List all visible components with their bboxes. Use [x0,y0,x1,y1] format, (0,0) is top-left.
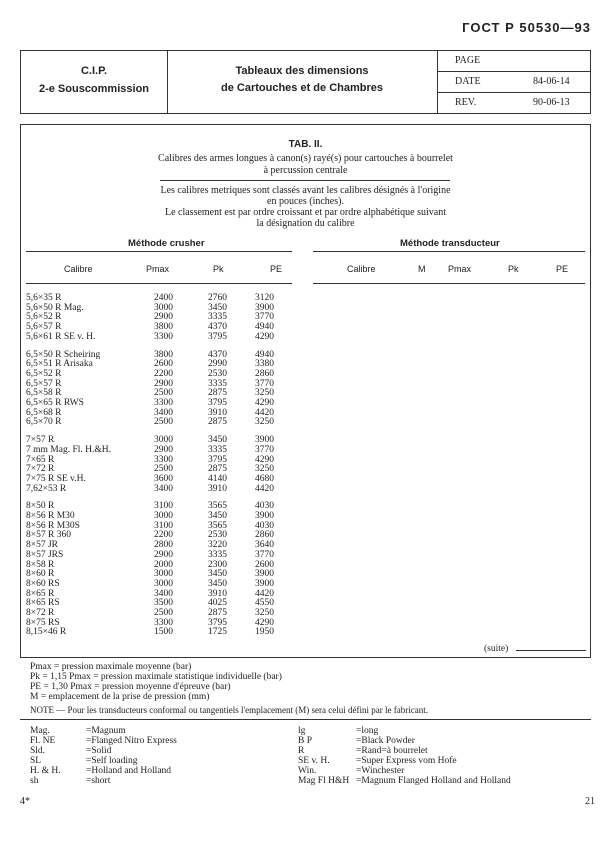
abbrev-term: Mag. [30,726,50,736]
cell-pmax: 2200 [154,368,173,379]
cell-pk: 2875 [208,417,227,428]
cell-calibre: 8×56 R M30 [26,511,75,521]
abbrev-definition: =Black Powder [356,736,415,746]
cell-pmax: 3400 [154,588,173,599]
cell-pmax: 2500 [154,388,173,399]
cell-pk: 2530 [208,368,227,379]
rev-row [437,93,591,113]
cell-pe: 4290 [255,398,274,408]
abbrev-definition: =Self loading [86,756,138,766]
cell-pmax: 3500 [154,598,173,609]
cell-pk: 2875 [208,388,227,399]
crusher-header-rule [26,283,292,284]
cell-pk: 3795 [208,617,227,628]
cell-calibre: 5,6×52 R [26,312,62,323]
cell-calibre: 8×57 JRS [26,549,64,560]
col-pmax-transducteur: Pmax [448,264,472,274]
abbrev-definition: =Solid [86,746,112,756]
cell-calibre: 7×72 R [26,464,55,475]
cell-pe: 3900 [255,302,274,313]
col-pe: PE [270,264,283,274]
legend-rule [20,719,591,720]
cell-pmax: 2000 [154,559,173,570]
cell-pmax: 3000 [154,578,173,589]
abbrev-definition: =long [356,726,379,736]
cell-pe: 3900 [255,435,274,446]
abbrev-definition: =short [86,776,111,786]
cell-pe: 4420 [255,483,274,494]
cell-calibre: 5,6×50 R Mag. [26,302,84,313]
table-note-1: Les calibres metriques sont classés avant les calibres désignés à l'origine [160,185,451,196]
cell-pmax: 3300 [154,331,173,342]
abbrev-term: lg [298,726,306,736]
cell-calibre: 8×60 R [26,569,55,580]
cell-pe: 3250 [255,608,274,618]
cell-calibre: 8×65 R [26,588,55,599]
abbrev-definition: =Magnum [86,726,126,736]
cell-calibre: 6,5×50 R Scheiring [26,349,101,360]
table-note-4: la désignation du calibre [256,218,355,229]
title-line-2: de Cartouches et de Chambres [221,82,383,94]
cell-pmax: 2900 [154,312,173,323]
cell-pe: 4290 [255,617,274,628]
cell-calibre: 5,6×61 R SE v. H. [26,331,96,342]
cell-calibre: 7×57 R [26,435,55,446]
cell-pe: 4420 [255,588,274,599]
cell-pe: 2860 [255,530,274,541]
page-row [437,51,591,72]
cell-calibre: 6,5×57 R [26,378,62,389]
cell-calibre: 8×56 R M30S [26,520,80,531]
cell-pe: 4290 [255,331,274,342]
cell-pe: 3900 [255,569,274,580]
cell-pe: 3380 [255,359,274,370]
cell-pe: 3770 [255,444,274,455]
table-title: TAB. II. [288,139,323,150]
col-calibre-transducteur: Calibre [347,264,376,274]
page-label: PAGE [455,55,481,66]
cell-pk: 3335 [208,444,227,455]
cell-pmax: 3400 [154,483,173,494]
date-label: DATE [455,76,481,87]
cell-pmax: 3600 [154,473,173,484]
date-row [437,72,591,93]
cell-pe: 3640 [255,540,274,551]
cell-calibre: 6,5×52 R [26,368,62,379]
abbrev-term: Fl. NE [30,736,56,746]
cell-pk: 3795 [208,398,227,408]
cell-pk: 3450 [208,578,227,589]
method-transducteur-heading: Méthode transducteur [400,238,500,249]
legend-pe: PE = 1,30 Pmax = pression moyenne d'épreuve (bar) [30,682,231,692]
cell-pe: 1950 [255,627,274,638]
cell-calibre: 6,5×68 R [26,407,62,418]
abbrev-term: R [298,746,305,756]
legend-pk: Pk = 1,15 Pmax = pression maximale statistique individuelle (bar) [30,672,282,682]
cell-calibre: 6,5×65 R RWS [26,398,84,408]
table-note-2: en pouces (inches). [267,196,344,207]
col-calibre: Calibre [64,264,93,274]
cell-pmax: 2400 [154,293,173,303]
cell-pmax: 3000 [154,435,173,446]
legend-m: M = emplacement de la prise de pression (mm) [30,692,210,702]
cell-calibre: 8,15×46 R [26,627,67,638]
cell-calibre: 8×57 JR [26,540,59,551]
cell-pmax: 3300 [154,398,173,408]
cell-pmax: 1500 [154,627,173,638]
col-pe-transducteur: PE [556,264,569,274]
cell-pmax: 3300 [154,617,173,628]
abbrev-term: Mag Fl H&H [298,776,350,786]
cell-calibre: 8×50 R [26,501,55,512]
cell-calibre: 6,5×58 R [26,388,62,399]
cell-pk: 3910 [208,483,227,494]
cell-pe: 4550 [255,598,274,609]
page-number: 21 [585,796,595,807]
abbrev-definition: =Super Express vom Hofe [356,756,457,766]
abbrev-term: Sld. [30,746,46,756]
cell-pk: 2875 [208,608,227,618]
cell-pe: 3900 [255,511,274,521]
cell-pmax: 2500 [154,417,173,428]
cell-pmax: 3400 [154,407,173,418]
standard-number: ГОСТ Р 50530—93 [462,20,591,35]
cell-pk: 3450 [208,302,227,313]
suite-rule [516,650,586,651]
table-subtitle-2: à percussion centrale [263,165,348,176]
cell-pe: 4940 [255,322,274,333]
cell-calibre: 8×65 RS [26,598,60,609]
cell-pe: 3250 [255,417,274,428]
cell-pk: 4370 [208,322,227,333]
org-name: C.I.P. [80,65,108,77]
abbrev-term: SL [30,756,42,766]
cell-pk: 3795 [208,331,227,342]
cell-pe: 4940 [255,349,274,360]
commission-name: 2-e Souscommission [38,83,150,95]
cell-pk: 3220 [208,540,227,551]
cell-calibre: 5,6×35 R [26,293,62,303]
cell-pmax: 2600 [154,359,173,370]
cell-calibre: 8×72 R [26,608,55,618]
method-crusher-heading: Méthode crusher [128,238,205,249]
cell-calibre: 8×75 RS [26,617,60,628]
cell-calibre: 7×75 R SE v.H. [26,473,86,484]
divider [160,180,450,181]
cell-pk: 2760 [208,293,227,303]
cell-pe: 2600 [255,559,274,570]
cell-pe: 4290 [255,454,274,465]
cell-pmax: 2800 [154,540,173,551]
cell-pk: 4025 [208,598,227,609]
cell-pk: 4370 [208,349,227,360]
cell-pmax: 2900 [154,549,173,560]
cell-calibre: 8×58 R [26,559,55,570]
cell-calibre: 8×60 RS [26,578,60,589]
col-pmax: Pmax [146,264,170,274]
table-subtitle-1: Calibres des armes longues à canon(s) rayé(s) pour cartouches à bourrelet [158,153,453,164]
cell-pmax: 2200 [154,530,173,541]
cell-pe: 3250 [255,464,274,475]
org-cell [21,51,168,113]
rev-value: 90-06-13 [533,97,570,108]
cell-pmax: 2900 [154,378,173,389]
cell-pk: 3565 [208,520,227,531]
transducteur-top-rule [313,251,585,252]
abbrev-definition: =Holland and Holland [86,766,172,776]
col-m-transducteur: M [418,264,426,274]
cell-pe: 4420 [255,407,274,418]
cell-pmax: 3100 [154,501,173,512]
cell-calibre: 5,6×57 R [26,322,62,333]
abbrev-term: H. & H. [30,766,61,776]
col-pk-transducteur: Pk [508,264,519,274]
cell-pk: 4140 [208,473,227,484]
cell-calibre: 6,5×51 R Arisaka [26,359,93,370]
abbrev-term: SE v. H. [298,756,330,766]
crusher-top-rule [26,251,292,252]
abbrev-definition: =Winchester [356,766,405,776]
suite-label: (suite) [484,644,509,654]
cell-pmax: 3300 [154,454,173,465]
date-value: 84-06-14 [533,76,570,87]
cell-pe: 3250 [255,388,274,399]
cell-pe: 3770 [255,549,274,560]
cell-pmax: 2500 [154,464,173,475]
cell-calibre: 6,5×70 R [26,417,62,428]
legend-note: NOTE — Pour les transducteurs conformal ou tangentiels l'emplacement (M) sera celui défini par le fabricant. [30,705,428,715]
cell-pk: 3910 [208,407,227,418]
cell-pk: 1725 [208,627,227,638]
cell-pk: 2530 [208,530,227,541]
col-pk: Pk [213,264,224,274]
cell-pe: 4680 [255,473,274,484]
cell-pmax: 3000 [154,511,173,521]
abbrev-definition: =Rand=à bourrelet [356,746,428,756]
abbrev-term: Win. [298,766,317,776]
cell-pk: 2990 [208,359,227,370]
cell-pe: 3770 [255,378,274,389]
cell-pk: 3795 [208,454,227,465]
cell-pk: 3335 [208,549,227,560]
cell-calibre: 7×65 R [26,454,55,465]
cell-pe: 3120 [255,293,274,303]
cell-pk: 2300 [208,559,227,570]
cell-pe: 4030 [255,520,274,531]
cell-pmax: 3000 [154,302,173,313]
transducteur-header-rule [313,283,585,284]
cell-pmax: 3000 [154,569,173,580]
cell-pe: 3900 [255,578,274,589]
cell-pk: 3565 [208,501,227,512]
cell-pmax: 3100 [154,520,173,531]
cell-pmax: 3800 [154,322,173,333]
cell-pk: 3450 [208,435,227,446]
title-cell [167,51,438,113]
cell-pk: 3450 [208,569,227,580]
footer-left: 4* [20,796,30,807]
document-header [20,50,591,114]
title-line-1: Tableaux des dimensions [235,65,369,77]
cell-pk: 3335 [208,312,227,323]
meta-cell [437,51,591,113]
cell-pk: 3450 [208,511,227,521]
abbrev-definition: =Flanged Nitro Express [86,736,177,746]
cell-pk: 2875 [208,464,227,475]
cell-calibre: 7 mm Mag. Fl. H.&H. [26,444,111,455]
abbrev-definition: =Magnum Flanged Holland and Holland [356,776,511,786]
cell-pk: 3910 [208,588,227,599]
cell-pmax: 2900 [154,444,173,455]
cell-calibre: 7,62×53 R [26,483,67,494]
cell-pmax: 2500 [154,608,173,618]
cell-calibre: 8×57 R 360 [26,530,71,541]
cell-pk: 3335 [208,378,227,389]
table-note-3: Le classement est par ordre croissant et par ordre alphabétique suivant [164,207,446,218]
abbrev-term: B P [298,736,312,746]
cell-pe: 4030 [255,501,274,512]
legend-pmax: Pmax = pression maximale moyenne (bar) [30,662,192,672]
cell-pe: 2860 [255,368,274,379]
cell-pmax: 3800 [154,349,173,360]
rev-label: REV. [455,97,477,108]
abbrev-term: sh [30,776,39,786]
cell-pe: 3770 [255,312,274,323]
